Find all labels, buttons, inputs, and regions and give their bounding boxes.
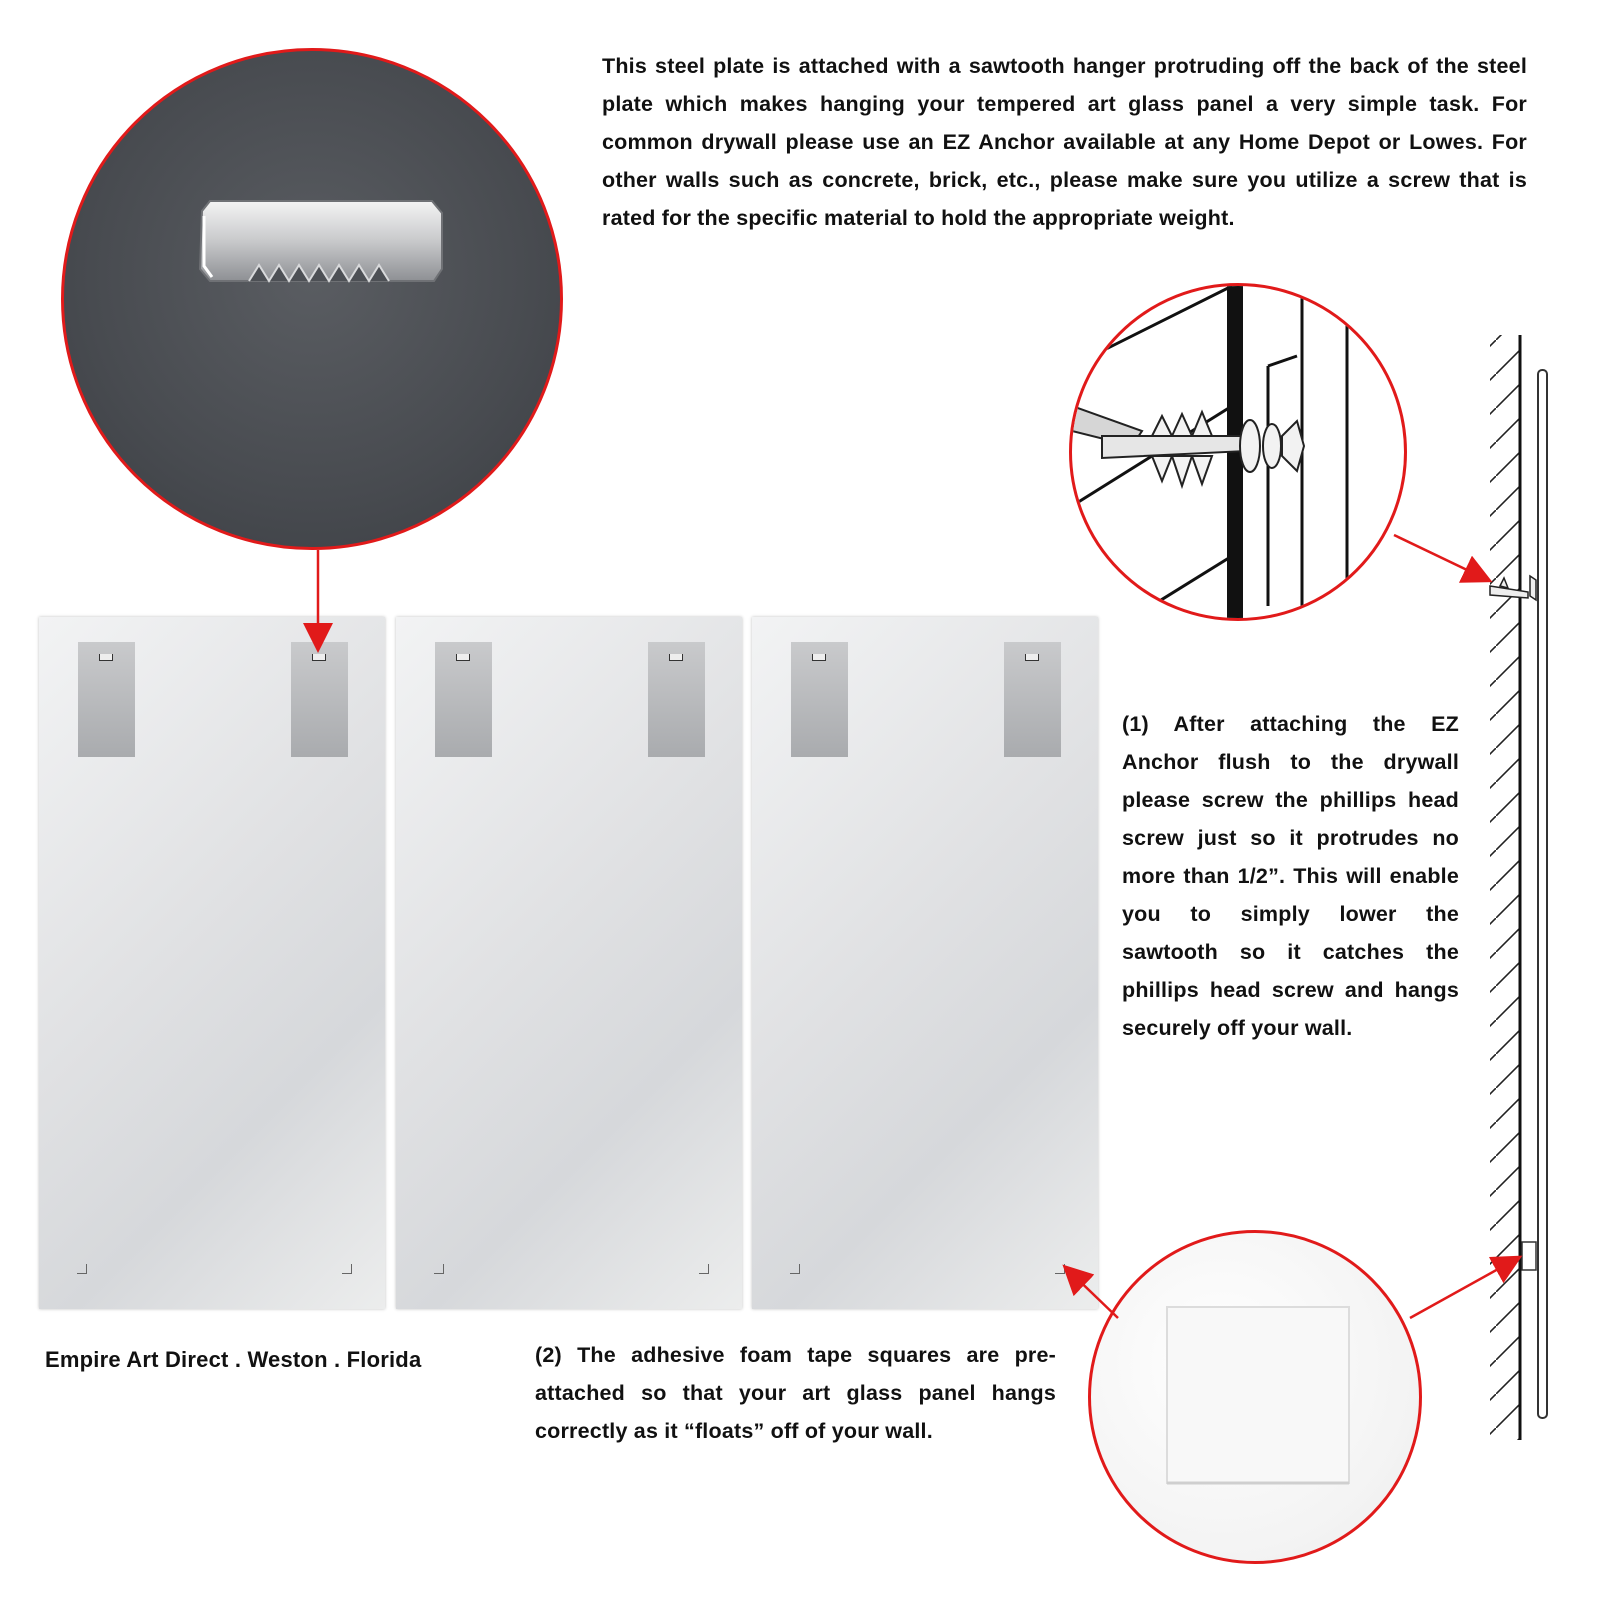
foam-spacer-side [1522,1242,1536,1270]
step-1-text: (1) After attaching the EZ Anchor flush to the drywall please screw the phillips head screw just so it protrudes no more than 1/2”. This will enable you to simply lower the sawtooth so it catches the phillips head screw and hangs securely off your wall. [1122,712,1459,1040]
panel-side-view [1538,370,1547,1418]
brand-caption: Empire Art Direct . Weston . Florida [45,1347,422,1372]
wall-hatching [1490,335,1520,1440]
arrow-foam-to-panel [1066,1268,1118,1318]
arrow-anchor-to-wall [1394,535,1488,580]
intro-text: This steel plate is attached with a sawtooth hanger protruding off the back of the steel plate which makes hanging your tempered art glass panel a very simple task. For common drywall please use an EZ Anchor available at any Home Depot or Lowes. For other walls such as concrete, brick, etc., please make sure you utilize a screw that is rated for the specific material to hold the appropriate weight. [602,54,1527,230]
step-2-text: (2) The adhesive foam tape squares are pre-attached so that your art glass panel hangs correctly as it “floats” off of your wall. [535,1343,1056,1443]
